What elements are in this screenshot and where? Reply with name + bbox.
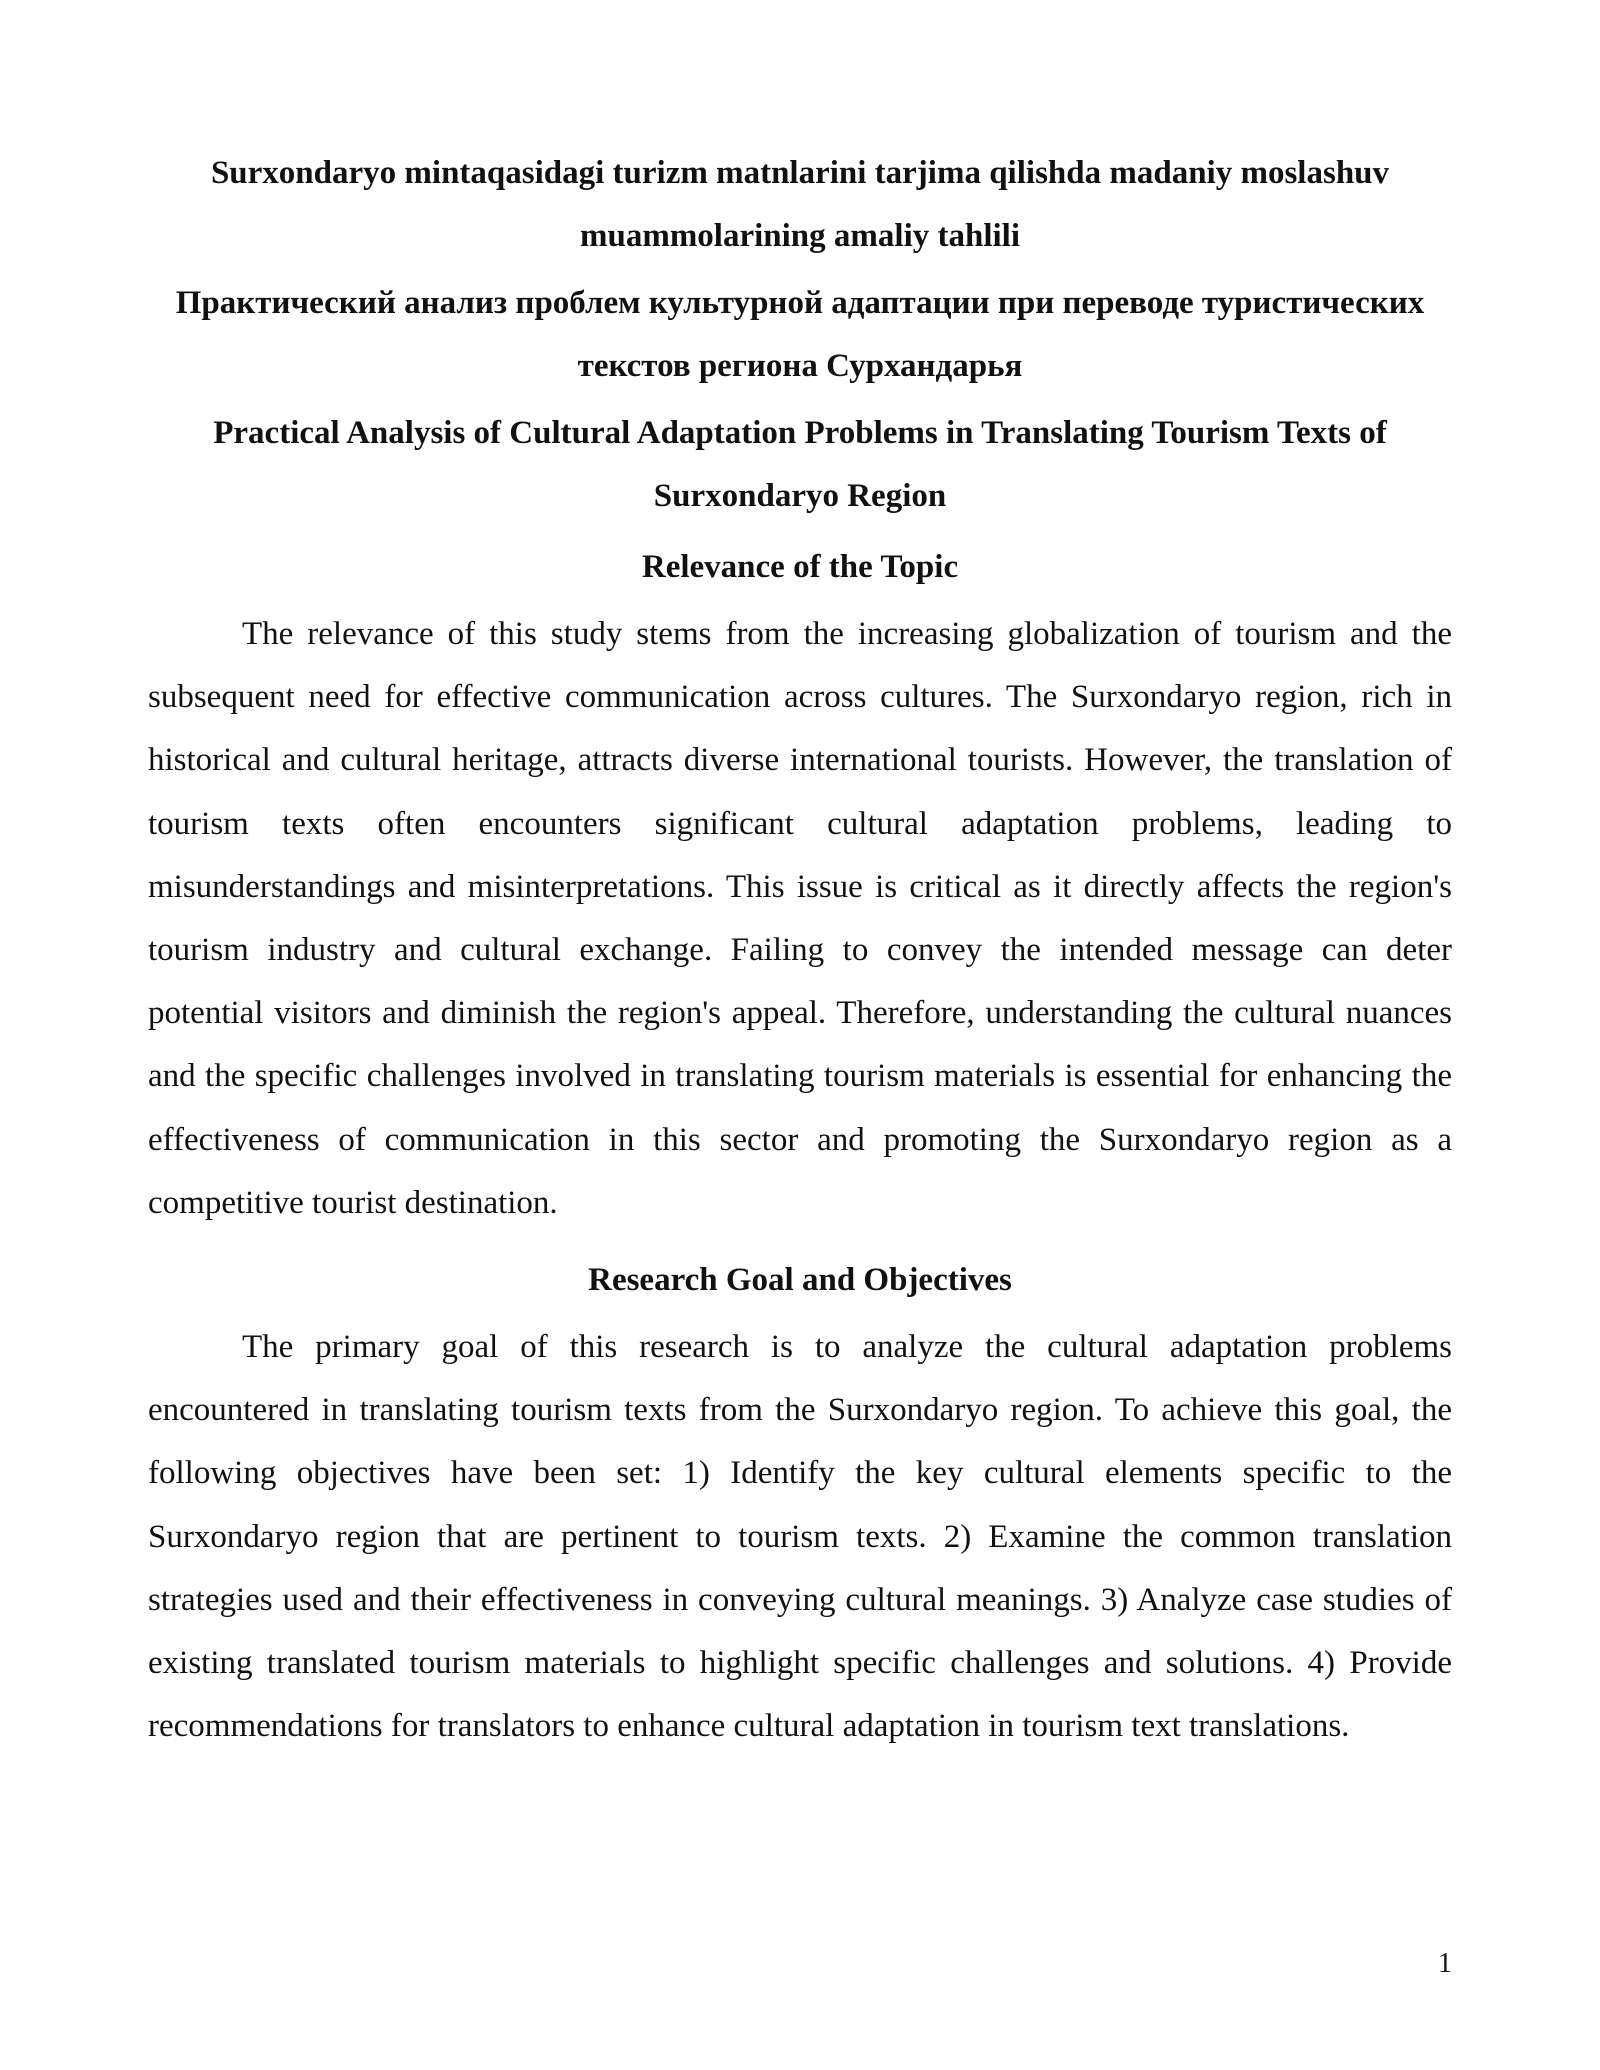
paragraph-relevance: The relevance of this study stems from the increasing globalization of tourism and the subsequent need for effective communication across cultures. The Surxondaryo region, rich in historical and cultural heritage, attracts diverse international tourists. However, the translation of tourism texts often encounters significant cultural adaptation problems, leading to misunderstandings and misinterpretations. This issue is critical as it directly affects the region's tourism industry and cultural exchange. Failing to convey the intended message can deter potential visitors and diminish the region's appeal. Therefore, understanding the cultural nuances and the specific challenges involved in translating tourism materials is essential for enhancing the effectiveness of communication in this sector and promoting the Surxondaryo region as a competitive tourist destination.: [148, 616, 1452, 1221]
title-english: Practical Analysis of Cultural Adaptation Problems in Translating Tourism Texts of Surxondaryo Region: [213, 415, 1387, 514]
title-uzbek: Surxondaryo mintaqasidagi turizm matnlarini tarjima qilishda madaniy moslashuv muammolarining amaliy tahlili: [210, 155, 1390, 254]
section-heading-relevance: Relevance of the Topic: [641, 549, 959, 585]
page-number: 1: [1438, 1948, 1452, 1979]
paragraph-goals: The primary goal of this research is to analyze the cultural adaptation problems encountered in translating tourism texts from the Surxondaryo region. To achieve this goal, the following objectives have been set: 1) Identify the key cultural elements specific to the Surxondaryo region that are pertinent to tourism texts. 2) Examine the common translation strategies used and their effectiveness in conveying cultural meanings. 3) Analyze case studies of existing translated tourism materials to highlight specific challenges and solutions. 4) Provide recommendations for translators to enhance cultural adaptation in tourism text translations.: [148, 1329, 1452, 1745]
title-russian: Практический анализ проблем культурной адаптации при переводе туристических текстов региона Сурхандарья: [175, 285, 1425, 384]
section-heading-goals: Research Goal and Objectives: [588, 1262, 1012, 1299]
document-page: [148, 142, 1452, 1758]
